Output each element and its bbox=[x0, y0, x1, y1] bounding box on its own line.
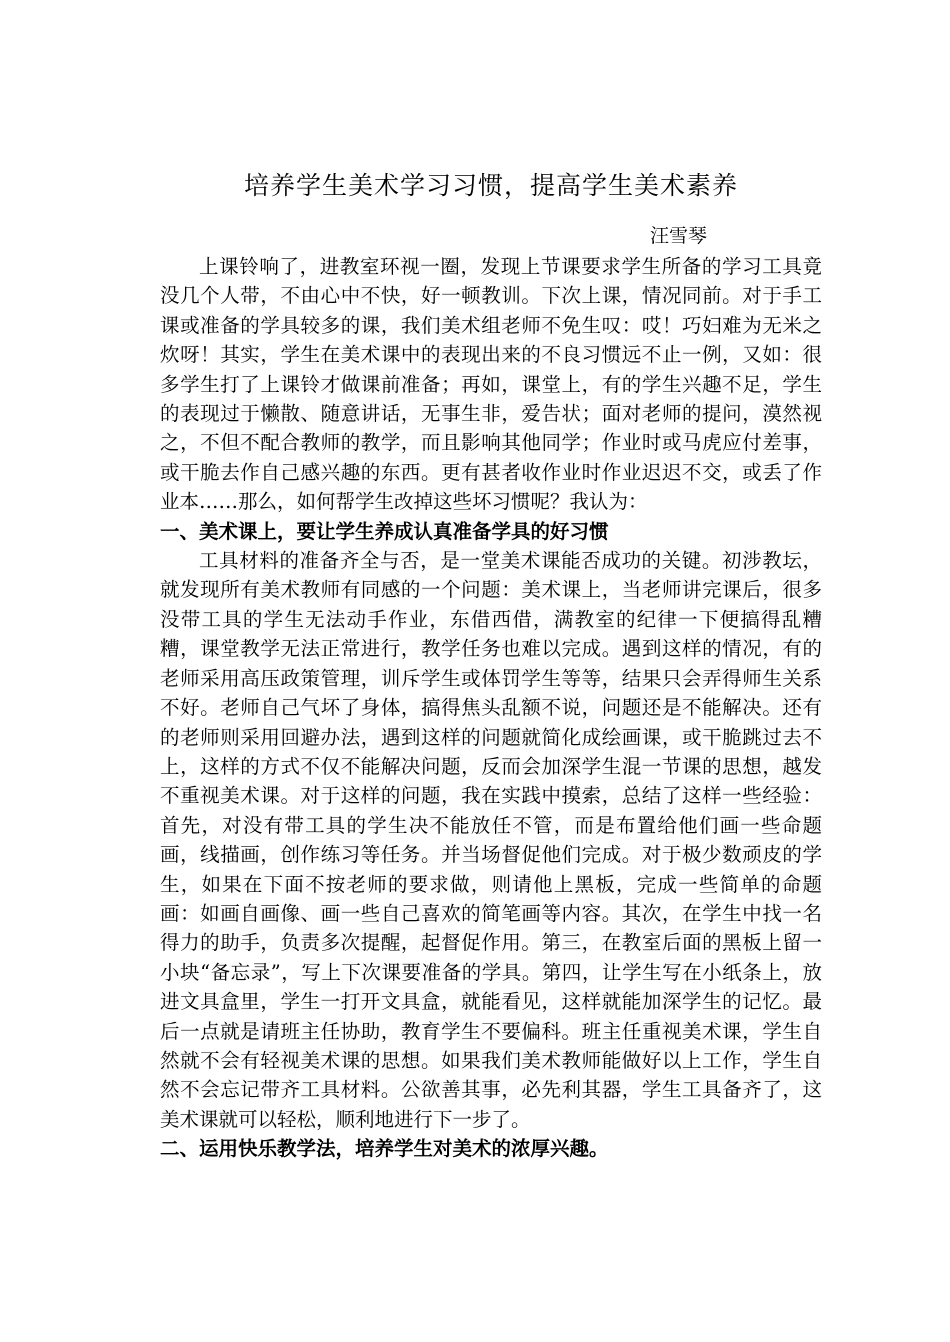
section-2-heading: 二、运用快乐教学法，培养学生对美术的浓厚兴趣。 bbox=[160, 1137, 609, 1161]
document-author: 汪雪琴 bbox=[649, 225, 707, 247]
section-1-paragraph: 工具材料的准备齐全与否，是一堂美术课能否成功的关键。初涉教坛，就发现所有美术教师有同感的一个问题：美术课上，当老师讲完课后，很多没带工具的学生无法动手作业，东借西借，满教室的纪律一下便搞得乱糟糟，课堂教学无法正常进行，教学任务也难以完成。遇到这样的情况，有的老师采用高压政策管理，训斥学生或体罚学生等等，结果只会弄得师生关系不好。老师自己气坏了身体，搞得焦头乱额不说，问题还是不能解决。还有的老师则采用回避办法，遇到这样的问题就简化成绘画课，或干脆跳过去不上，这样的方式不仅不能解决问题，反而会加深学生混一节课的思想，越发不重视美术课。对于这样的问题，我在实践中摸索，总结了这样一些经验：首先，对没有带工具的学生决不能放任不管，而是布置给他们画一些命题画，线描画，创作练习等任务。并当场督促他们完成。对于极少数顽皮的学生，如果在下面不按老师的要求做，则请他上黑板，完成一些简单的命题画：如画自画像、画一些自己喜欢的简笔画等内容。其次，在学生中找一名得力的助手，负责多次提醒，起督促作用。第三，在教室后面的黑板上留一小块“备忘录”，写上下次课要准备的学具。第四，让学生写在小纸条上，放进文具盒里，学生一打开文具盒，就能看见，这样就能加深学生的记忆。最后一点就是请班主任协助，教育学生不要偏科。班主任重视美术课，学生自然就不会有轻视美术课的思想。如果我们美术教师能做好以上工作，学生自然不会忘记带齐工具材料。公欲善其事，必先利其器，学生工具备齐了，这美术课就可以轻松，顺利地进行下一步了。 bbox=[160, 549, 822, 1131]
document-content bbox=[160, 168, 822, 1164]
intro-paragraph: 上课铃响了，进教室环视一圈，发现上节课要求学生所备的学习工具竟没几个人带，不由心中不快，好一顿教训。下次上课，情况同前。对于手工课或准备的学具较多的课，我们美术组老师不免生叹：哎！巧妇难为无米之炊呀！其实，学生在美术课中的表现出来的不良习惯远不止一例，又如：很多学生打了上课铃才做课前准备；再如，课堂上，有的学生兴趣不足，学生的表现过于懒散、随意讲话，无事生非，爱告状；面对老师的提问，漠然视之，不但不配合教师的教学，而且影响其他同学；作业时或马虎应付差事，或干脆去作自己感兴趣的东西。更有甚者收作业时作业迟迟不交，或丢了作业本……那么，如何帮学生改掉这些坏习惯呢？我认为： bbox=[160, 255, 822, 514]
document-title: 培养学生美术学习习惯，提高学生美术素养 bbox=[243, 171, 738, 200]
section-1-heading: 一、美术课上，要让学生养成认真准备学具的好习惯 bbox=[160, 519, 609, 543]
